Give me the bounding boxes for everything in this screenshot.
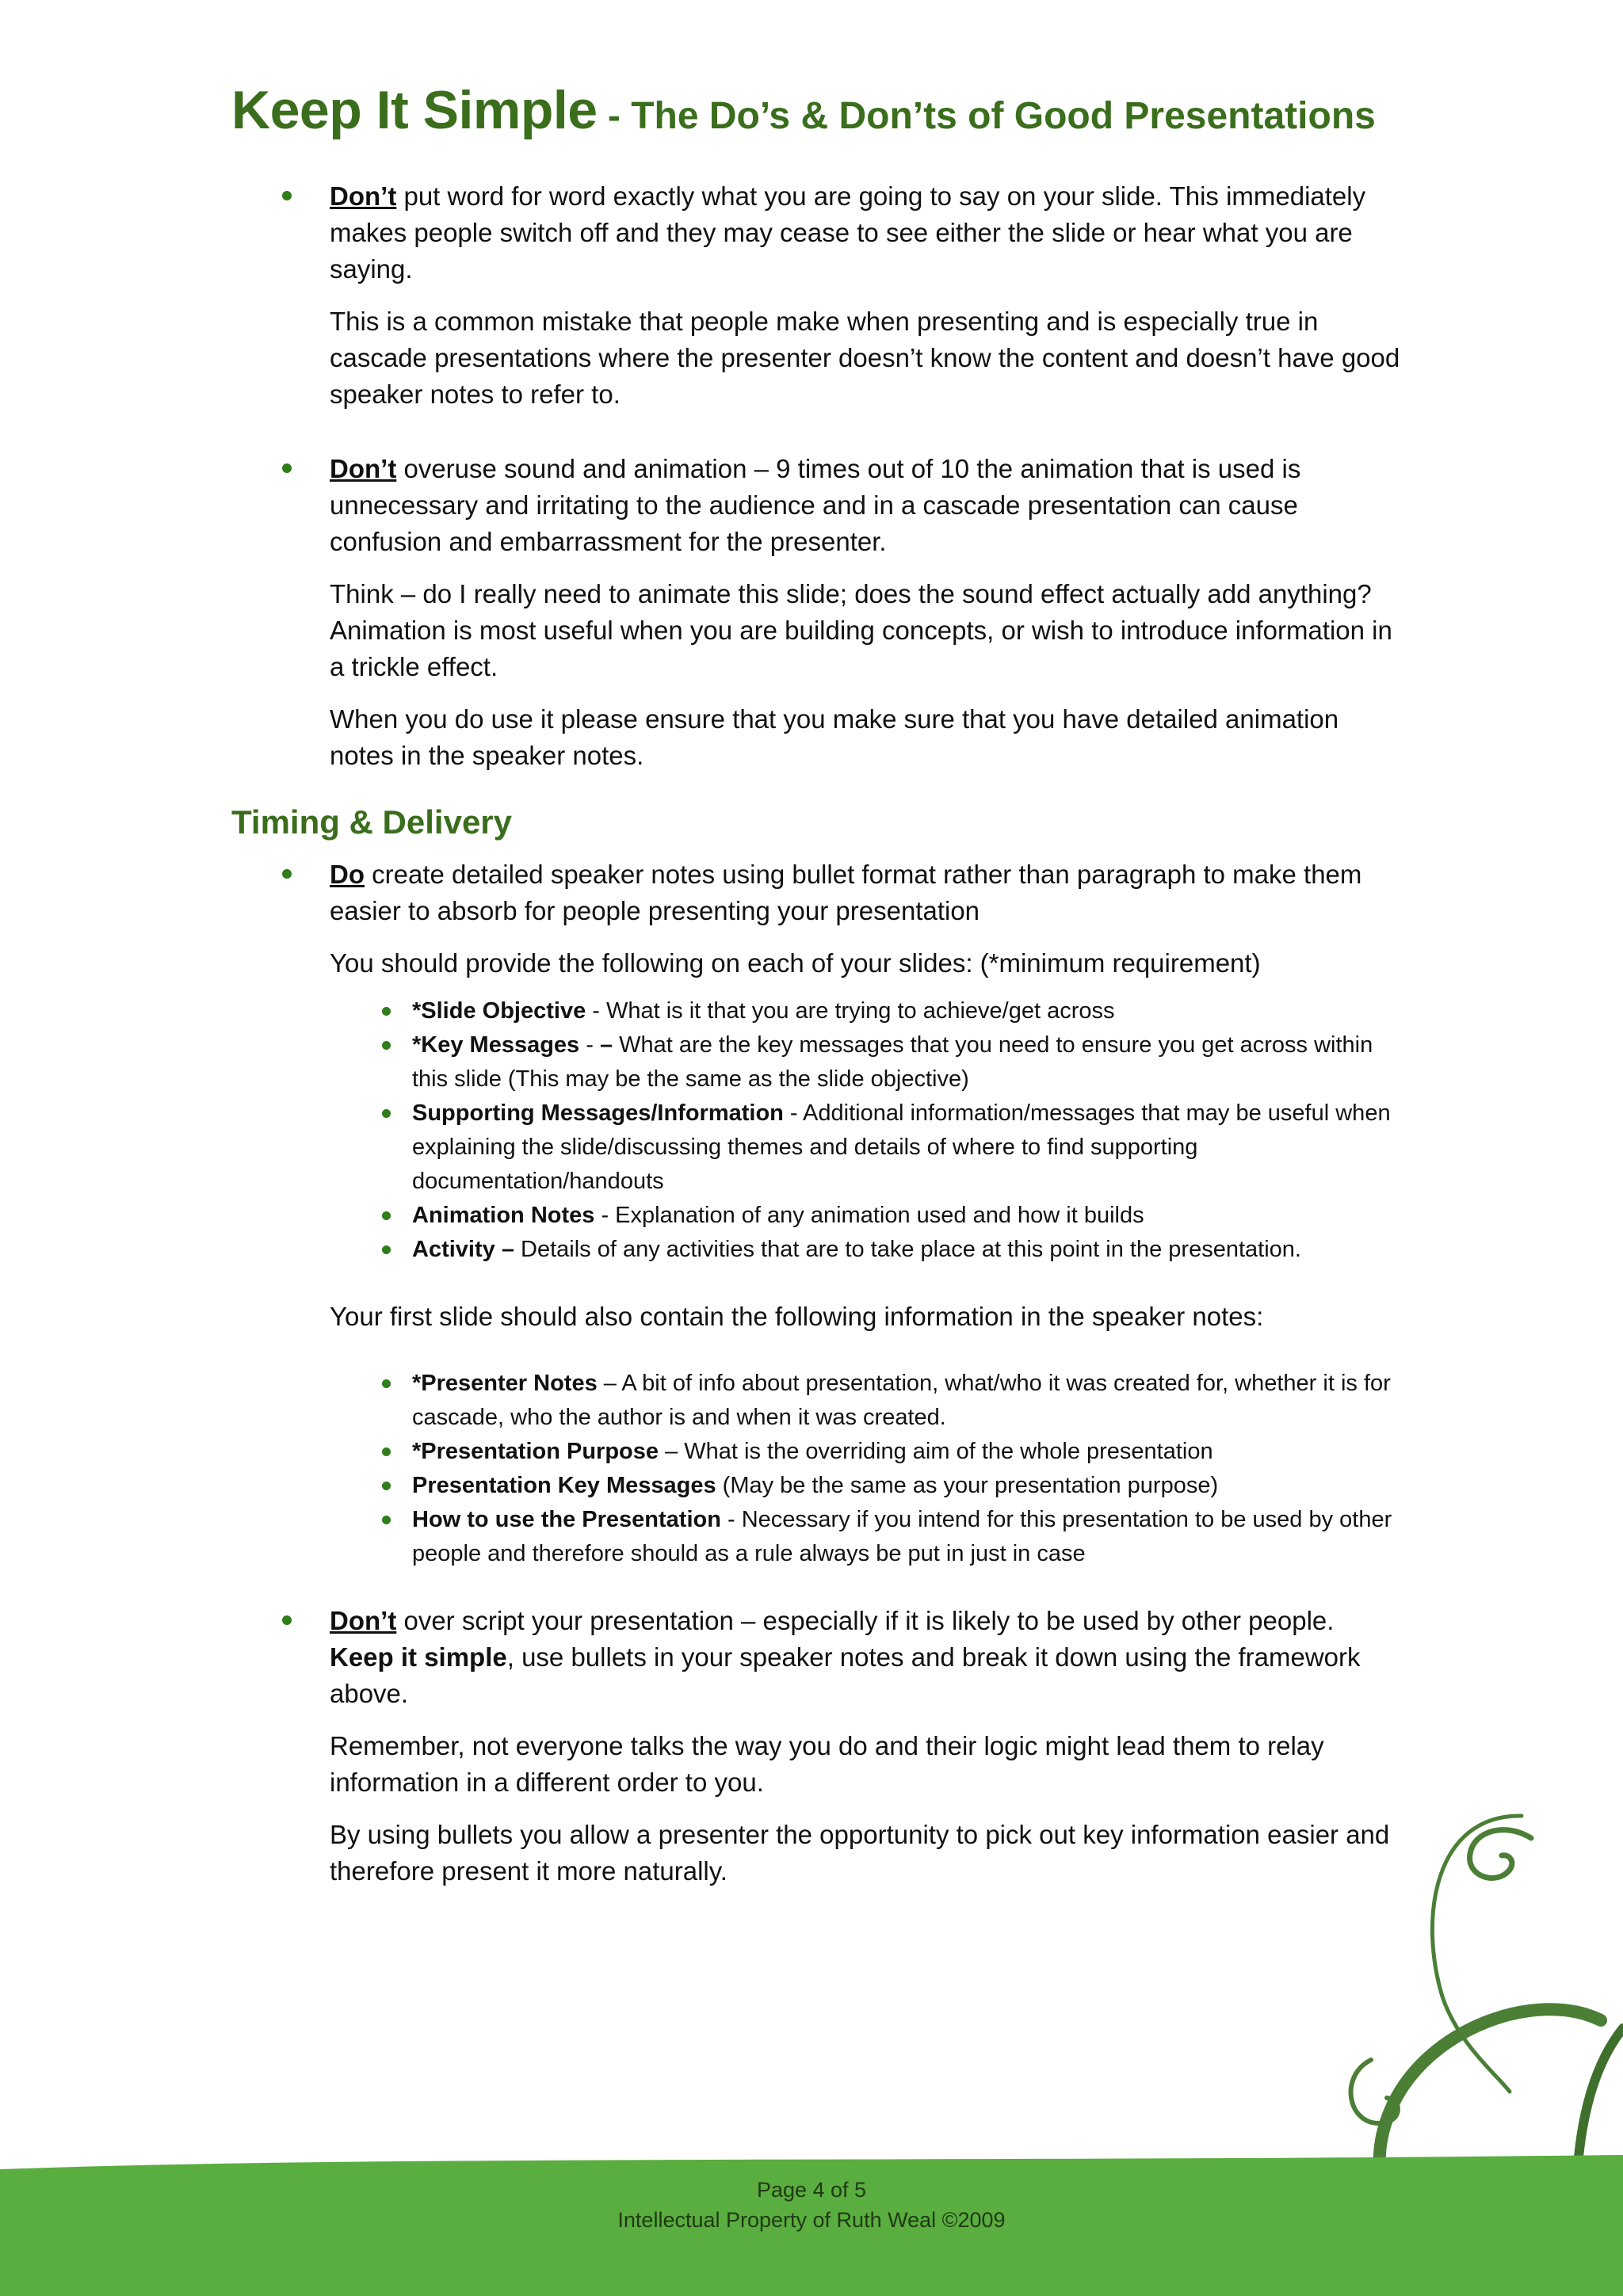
bullet-dot-icon bbox=[282, 1615, 292, 1625]
list-item bbox=[330, 994, 1404, 1028]
bullet-dot-icon bbox=[382, 1041, 391, 1050]
bullet-paragraph: By using bullets you allow a presenter the opportunity to pick out key information easier and therefore present it more naturally. bbox=[330, 1820, 1390, 1886]
list-item-text: - bbox=[579, 1032, 600, 1058]
list-item bbox=[330, 1097, 1404, 1199]
list-item-text: – What is the overriding aim of the whole presentation bbox=[659, 1439, 1213, 1464]
bullet-dot-icon bbox=[382, 1109, 391, 1118]
list-item-label: *Presentation Purpose bbox=[412, 1439, 659, 1464]
bullet-text: overuse sound and animation – 9 times out of 10 the animation that is used is unnecessary and irritating to the audience and in a cascade presentation can cause confusion and embarrassment for the presenter. bbox=[330, 454, 1301, 556]
first-slide-intro: Your first slide should also contain the following information in the speaker notes: bbox=[330, 1302, 1264, 1331]
section-heading-timing-delivery: Timing & Delivery bbox=[231, 803, 513, 841]
list-item-label: Animation Notes bbox=[412, 1203, 595, 1228]
list-item bbox=[330, 1435, 1404, 1469]
bullet-dot-icon bbox=[382, 1007, 391, 1016]
bullet-dot-icon bbox=[382, 1482, 391, 1490]
bullet-text: over script your presentation – especially if it is likely to be used by other people. bbox=[396, 1606, 1335, 1635]
bullet-paragraph: This is a common mistake that people make when presenting and is especially true in cascade presentations where the presenter doesn’t know the content and doesn’t have good speaker notes to refer to. bbox=[330, 307, 1400, 409]
list-item-label: *Presenter Notes bbox=[412, 1371, 598, 1396]
bullet-text: , use bullets in your speaker notes and break it down using the framework above. bbox=[330, 1642, 1361, 1708]
list-item bbox=[330, 1199, 1404, 1233]
bullet-paragraph: When you do use it please ensure that you make sure that you have detailed animation notes in the speaker notes. bbox=[330, 704, 1339, 770]
title-subtitle: - The Do’s & Don’ts of Good Presentations bbox=[597, 95, 1376, 137]
bullet-dot-icon bbox=[382, 1245, 391, 1254]
list-item-text: What are the key messages that you need to ensure you get across within this slide (This may be the same as the slide objective) bbox=[412, 1032, 1373, 1092]
list-item-label: Activity – bbox=[412, 1237, 514, 1262]
list-item-text: - Necessary if you intend for this presentation to be used by other people and therefore should as a rule always be put in just in case bbox=[412, 1507, 1392, 1566]
list-item-text: - Explanation of any animation used and how it builds bbox=[594, 1203, 1144, 1228]
bullet-paragraph: Remember, not everyone talks the way you do and their logic might lead them to relay information in a different order to you. bbox=[330, 1731, 1324, 1797]
list-item bbox=[330, 1469, 1404, 1503]
list-item-text: (May be the same as your presentation purpose) bbox=[716, 1473, 1219, 1498]
list-item-text: - What is it that you are trying to achieve/get across bbox=[586, 998, 1115, 1024]
bullet-keyword: Don’t bbox=[330, 454, 397, 483]
bullet-dont-word-for-word bbox=[231, 178, 1404, 413]
list-item-text: – A bit of info about presentation, what/who it was created for, whether it is for cascade, who the author is and when it was created. bbox=[412, 1371, 1391, 1430]
list-item bbox=[330, 1503, 1404, 1571]
list-item bbox=[330, 1028, 1404, 1097]
bullet-dot-icon bbox=[382, 1516, 391, 1524]
document-content bbox=[231, 178, 1404, 1890]
slide-requirements-list bbox=[330, 994, 1404, 1267]
bullet-paragraph: You should provide the following on each of your slides: (*minimum requirement) bbox=[330, 948, 1261, 978]
bullet-dot-icon bbox=[382, 1211, 391, 1220]
footer-copyright: Intellectual Property of Ruth Weal ©2009 bbox=[617, 2208, 1006, 2232]
list-item-label: *Slide Objective bbox=[412, 998, 586, 1024]
list-item bbox=[330, 1367, 1404, 1435]
bullet-do-speaker-notes bbox=[231, 856, 1404, 982]
list-item bbox=[330, 1233, 1404, 1267]
title-main: Keep It Simple bbox=[231, 80, 598, 140]
bullet-emphasis: Keep it simple bbox=[330, 1642, 507, 1672]
bullet-dont-overuse-animation bbox=[231, 451, 1404, 774]
first-slide-notes-list bbox=[330, 1367, 1404, 1571]
bullet-dot-icon bbox=[282, 191, 292, 200]
bullet-keyword: Don’t bbox=[330, 1606, 397, 1635]
page-title bbox=[231, 79, 1420, 141]
bullet-dot-icon bbox=[282, 869, 292, 879]
bullet-dot-icon bbox=[282, 463, 292, 473]
list-item-label: How to use the Presentation bbox=[412, 1507, 721, 1532]
bullet-keyword: Don’t bbox=[330, 181, 397, 211]
footer-page-number: Page 4 of 5 bbox=[756, 2178, 867, 2202]
bullet-text: create detailed speaker notes using bullet format rather than paragraph to make them easier to absorb for people presenting your presentation bbox=[330, 860, 1362, 925]
bullet-keyword: Do bbox=[330, 860, 365, 889]
list-item-text: Details of any activities that are to take place at this point in the presentation. bbox=[514, 1237, 1301, 1262]
list-item-label: *Key Messages bbox=[412, 1032, 580, 1058]
bullet-paragraph: Think – do I really need to animate this slide; does the sound effect actually add anything? Animation is most useful when you are building concepts, or wish to introduce information in a trickle effect. bbox=[330, 579, 1392, 681]
list-item-label: – bbox=[599, 1032, 613, 1058]
bullet-text: put word for word exactly what you are going to say on your slide. This immediately makes people switch off and they may cease to see either the slide or hear what you are saying. bbox=[330, 181, 1366, 284]
bullet-dont-over-script bbox=[231, 1603, 1404, 1890]
list-item-text: - Additional information/messages that may be useful when explaining the slide/discussing themes and details of where to find supporting documentation/handouts bbox=[412, 1100, 1391, 1194]
bullet-dot-icon bbox=[382, 1447, 391, 1456]
list-item-label: Supporting Messages/Information bbox=[412, 1100, 784, 1126]
list-item-label: Presentation Key Messages bbox=[412, 1473, 716, 1498]
bullet-dot-icon bbox=[382, 1379, 391, 1388]
